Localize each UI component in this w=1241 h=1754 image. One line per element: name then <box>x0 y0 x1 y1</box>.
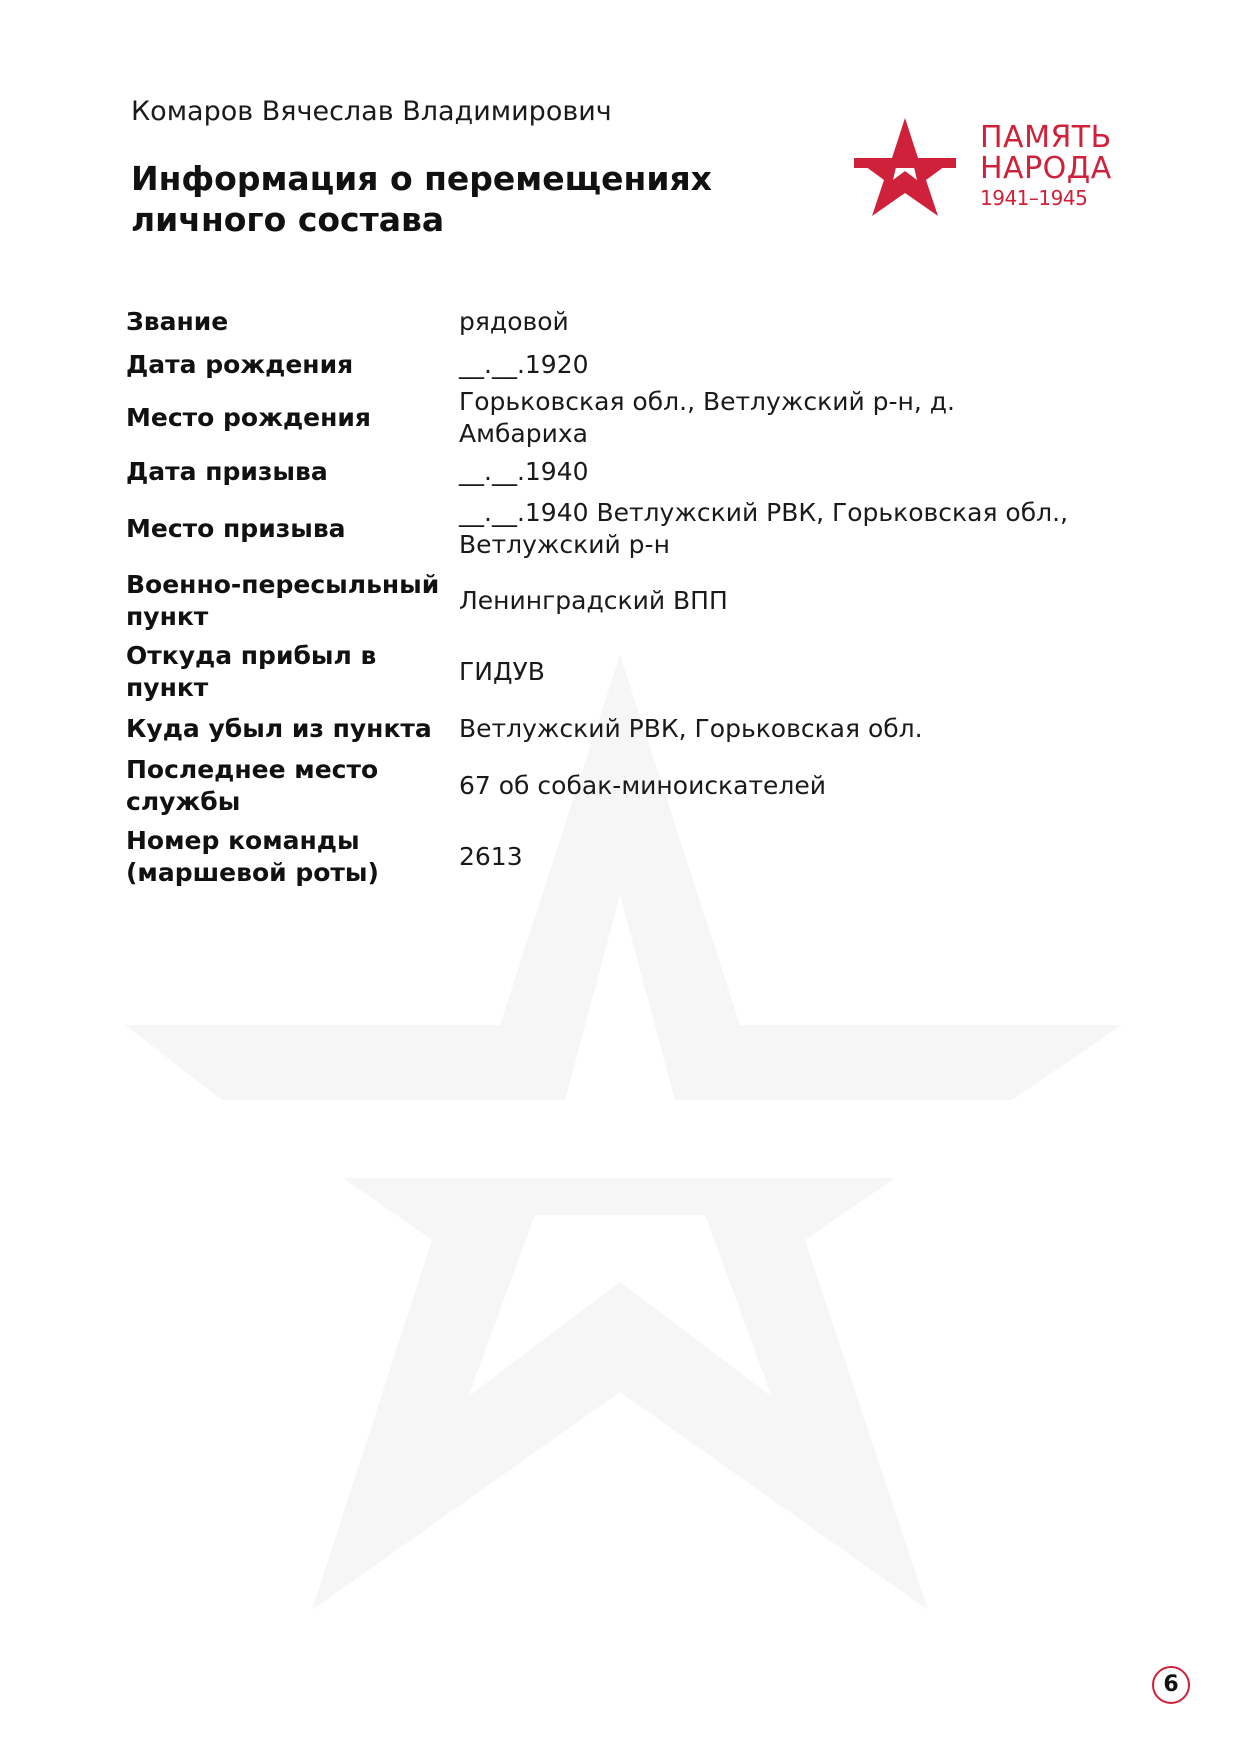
field-label <box>126 386 459 450</box>
field-label-line: Откуда прибыл в <box>126 640 377 670</box>
field-label-line: (маршевой роты) <box>126 858 379 887</box>
field-label <box>126 565 459 636</box>
logo-line: НАРОДА <box>980 151 1112 186</box>
red-star-icon <box>853 116 963 221</box>
info-row <box>126 821 1086 893</box>
document-title <box>131 158 751 240</box>
info-row <box>126 707 1086 750</box>
info-row <box>126 450 1086 493</box>
field-value-line: ГИДУВ <box>459 656 545 686</box>
field-value <box>459 750 1086 821</box>
field-label-line: Дата призыва <box>126 456 328 486</box>
field-label <box>126 300 459 343</box>
info-row <box>126 565 1086 636</box>
field-value-line: __.__.1940 Ветлужский РВК, Горьковская обл., <box>459 498 1069 527</box>
page-number: 6 <box>1152 1666 1190 1704</box>
field-label-line: Звание <box>126 306 229 336</box>
field-label-line: пункт <box>126 601 209 631</box>
info-row <box>126 636 1086 707</box>
field-label-line: службы <box>126 786 241 816</box>
info-row <box>126 300 1086 343</box>
field-label <box>126 821 459 893</box>
info-row <box>126 386 1086 450</box>
field-label-line: пункт <box>126 672 209 702</box>
field-value <box>459 636 1086 707</box>
pamyat-naroda-logo <box>853 116 1123 221</box>
field-value <box>459 450 1086 493</box>
field-label-line: Место рождения <box>126 403 371 432</box>
field-label-line: Дата рождения <box>126 349 354 379</box>
field-value <box>459 300 1086 343</box>
field-value-line: рядовой <box>459 306 569 336</box>
document-title-line: личного состава <box>131 200 445 239</box>
field-value <box>459 707 1086 750</box>
field-value-line: Горьковская обл., Ветлужский р-н, д. Амбариха <box>459 387 955 448</box>
field-value-line: 67 об собак-миноискателей <box>459 770 827 800</box>
field-label-line: Куда убыл из пункта <box>126 713 432 743</box>
info-row <box>126 750 1086 821</box>
info-row <box>126 493 1086 565</box>
field-value-line: Ветлужский р-н <box>459 530 670 559</box>
field-value-line: __.__.1940 <box>459 456 589 486</box>
info-row <box>126 343 1086 386</box>
field-value <box>459 565 1086 636</box>
field-label <box>126 343 459 386</box>
logo-text <box>980 122 1112 212</box>
logo-years: 1941–1945 <box>980 186 1088 210</box>
field-value-line: __.__.1920 <box>459 349 589 379</box>
field-label <box>126 707 459 750</box>
field-label-line: Место призыва <box>126 514 346 543</box>
field-label-line: Последнее место <box>126 754 379 784</box>
field-label <box>126 450 459 493</box>
field-value <box>459 821 1086 893</box>
field-label-line: Военно-пересыльный <box>126 569 440 599</box>
person-name: Комаров Вячеслав Владимирович <box>131 96 612 127</box>
field-label-line: Номер команды <box>126 826 360 855</box>
logo-line: ПАМЯТЬ <box>980 120 1112 155</box>
document-title-line: Информация о перемещениях <box>131 159 712 198</box>
field-value-line: 2613 <box>459 842 523 871</box>
field-value <box>459 386 1086 450</box>
field-value-line: Ленинградский ВПП <box>459 585 728 615</box>
field-label <box>126 636 459 707</box>
field-value <box>459 343 1086 386</box>
info-table <box>126 300 1086 893</box>
field-value <box>459 493 1086 565</box>
field-label <box>126 750 459 821</box>
field-value-line: Ветлужский РВК, Горьковская обл. <box>459 713 923 743</box>
field-label <box>126 493 459 565</box>
